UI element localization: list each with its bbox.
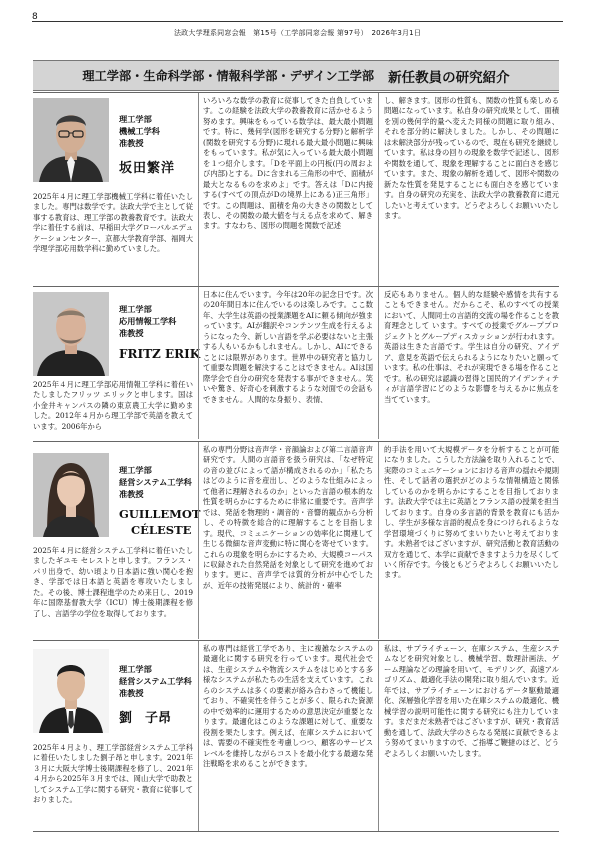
section-title-faculties: 理工学部・生命科学部・情報科学部・デザイン工学部 (82, 69, 375, 83)
intro-text: 2025年４月より、理工学部経営システム工学科に着任いたしました劉子昂と申します。2021年３月に大阪大学博士後期課程を修了し、2021年４月から2025年３月までは、岡山大学で助教としてシステム工学に関する研究・教育に従事しておりました。 (33, 743, 193, 805)
column-rule (378, 641, 379, 831)
running-header: 法政大学理系同窓会報 第15号（工学部同窓会報 第97号） 2026年3月1日 (173, 29, 422, 37)
faculty-label: 理工学部 (119, 304, 152, 314)
column-rule (198, 442, 199, 639)
portrait-photo (33, 98, 109, 182)
intro-text: 2025年４月に理工学部機械工学科に着任いたしました。専門は数学です。法政大学で主として従事する教育は、理工学部の教養教育です。法政大学に着任する前は、早稲田大学グローバルエデュケーションセンター、京都大学教育学部、福岡大学理学部応用数学科に勤めていました。 (33, 192, 193, 254)
faculty-name: 劉 子昂 (119, 711, 172, 726)
department-label: 応用情報工学科 (119, 316, 177, 326)
rank-label: 准教授 (119, 489, 144, 499)
research-text-cont: し、解きます。図形の性質も、関数の性質も楽しめる問題になっています。私自身の研究成果として、面積を別の幾何学的量へ変えた同様の問題に取り組み、それを部分的に解決しました。しかし、その問題には未解決部分が残っているので、現在も研究を継続しています。私は身の回りの現象を数学で記述し、図形や関数を通して、現象を理解することに面白さを感じています。また、現象の解析を通して、図形や関数の新たな性質を発見することにも面白さを感じています。自身の研究の充実を、法政大学の教養教育に還元したいと考えています。どうぞよろしくお願いいたします。 (384, 96, 559, 220)
rank-label: 准教授 (119, 328, 144, 338)
department-label: 経営システム工学科 (119, 676, 192, 686)
faculty-label: 理工学部 (119, 465, 152, 475)
intro-text: 2025年４月に理工学部応用情報工学科に着任いたしましたフリッツ エリックと申します。国は小金井キャンパスの隣の東京農工大学に勤めました。2012年４月から理工学部で英語を教えています。2006年から (33, 380, 193, 431)
rank-label: 准教授 (119, 688, 144, 698)
faculty-id (119, 303, 201, 361)
header-rule (32, 21, 563, 22)
research-text: 私の専門分野は音声学・音韻論および第二言語音声研究です。人間の言語音を扱う研究は、「なぜ特定の音の並びによって語が構成されるのか」「私たちはどのように音を産出し、どのような仕組みによって他者に理解されるのか」といった言語の根本的な性質を明らかにするために非常に重要です。音声学では、発話を物理的・調音的・音響的観点から分析し、その特徴を総合的に理解することを目指します。現代、コミュニケーションの効率化に関連して生じる微細な音声変動に特に関心を寄せています。これらの現象を明らかにするため、大規模コーパスに収録された自然発話を対象として研究を進めております。更に、音声学では質的分析が中心でしたが、近年の技術発展により、統計的・確率 (203, 445, 373, 590)
research-text: 日本に住んでいます。今年は20年の記念日です。次の20年間日本に住んでいるのは楽しみです。ここ数年、大学生は英語の授業課題をAIに頼る傾向が強まっています。AIが翻訳やコンテンツ生成を行えるようになった今、新しい言語を学ぶ必要はないと主張する人もいるかもしれません。しかし、AIにできることには限界があります。世界中の研究者と協力して重要な問題を解決することはできません。AIは国際学会で自分の研究を発表する事ができません。笑いや驚き、好奇心を刺激するような対面での会話もできません。人間的な身振り、表情、 (203, 290, 373, 404)
research-text-cont: 的手法を用いて大規模データを分析することが可能になりました。こうした方法論を取り入れることで、実際のコミュニケーションにおける音声の揺れや規則性、そして話者の選択がどのような情報構造と関係しているのかを明らかにすることを目指しております。法政大学では主に英語とフランス語の授業を担当しております。自身の多言語的背景を教育にも活かし、学生が多様な言語的視点を身につけられるような学習環境づくりに努めてまいりたいと考えております。未熟者ではございますが、研究活動と教育活動の双方を通じて、本学に貢献できますよう力を尽くしていく所存です。今後ともどうぞよろしくお願いいたします。 (384, 445, 559, 580)
column-rule (378, 93, 379, 287)
portrait-photo (33, 649, 109, 733)
profile-sakata (33, 92, 559, 287)
faculty-id (119, 113, 195, 176)
research-text: 私の専門は経営工学であり、主に複雑なシステムの最適化に関する研究を行っています。現代社会では、生産システムや物流システムをはじめとする多様なシステムが私たちの生活を支えています。これらのシステムは多くの要素が絡み合わさって機能しており、不確実性を伴うことが多く、限られた資源の中で効率的に運用するための意思決定が重要となります。最適化はこのような課題に対して、重要な役割を果たします。例えば、在庫システムにおいては、需要の不確実性を考慮しつつ、顧客のサービスレベルを維持しながらコストを最小化する最適な発注戦略を求めることができます。 (203, 644, 373, 768)
faculty-name: FRITZ ERIK (119, 347, 201, 361)
faculty-name-line2: CÉLESTE (131, 523, 192, 537)
page-number: 8 (32, 12, 38, 22)
faculty-label: 理工学部 (119, 114, 152, 124)
faculty-label: 理工学部 (119, 664, 152, 674)
faculty-id (119, 663, 195, 726)
faculty-name: 坂田繁洋 (119, 161, 176, 176)
intro-text: 2025年４月に経営システム工学科に着任いたしましたギユモ セレストと申します。フランス・パリ出身で、幼い頃より日本語に強い関心を抱き、学部では日本語と英語を専攻いたしました。その後、博士課程進学のため来日し、2019年に国際基督教大学（ICU）博士後期課程を修了し、言語学の学位を取得しております。 (33, 546, 193, 618)
portrait-photo (33, 292, 109, 376)
faculty-id (119, 464, 201, 538)
column-rule (198, 93, 199, 287)
rank-label: 准教授 (119, 138, 144, 148)
research-text-cont: 私は、サプライチェーン、在庫システム、生産システムなどを研究対象とし、機械学習、数理計画法、ゲーム理論などの理論を用いて、モデリング、高速アルゴリズム、最適化手法の開発に取り組んでいます。近年では、サプライチェーンにおけるデータ駆動最適化、深層強化学習を用いた在庫システムの最適化、機械学習の説明可能性に関する研究にも注力しています。まだまだ未熟者ではございますが、研究・教育活動を通して、法政大学のさらなる発展に貢献できるよう努めてまいりますので、ご指導ご鞭撻のほど、どうぞよろしくお願いいたします。 (384, 644, 559, 758)
research-text: いろいろな数学の教育に従事してきた自負しています。この経験を法政大学の教養教育に活かせるよう努めます。興味をもっている数学は、最大最小問題です。特に、幾何学(図形を研究する分野)と解析学(関数を研究する分野)に現れる最大最小問題に興味をもっています。私が気に入っている最大最小問題を１つ紹介します。「Dを平面上の円板(円の周および内部)とする。Dに含まれる三角形の中で、面積が最大となるものを求めよ」です。答えは「Dに内接する(すべての頂点がDの境界上にある)正三角形」です。この問題は、面積を角の大きさの関数として表し、その関数の最大値を与える点を求めて、解きます。すなわち、図形の問題を関数で記述 (203, 96, 373, 231)
profile-guillemot (33, 441, 559, 639)
section-title-band (33, 60, 559, 91)
department-label: 経営システム工学科 (119, 477, 192, 487)
column-rule (378, 442, 379, 639)
faculty-name-line1: GUILLEMOT (119, 507, 201, 521)
profile-fritz (33, 286, 559, 439)
profile-liu (33, 640, 559, 832)
column-rule (378, 287, 379, 439)
section-title-main: 新任教員の研究紹介 (388, 69, 510, 86)
column-rule (198, 287, 199, 439)
column-rule (198, 641, 199, 831)
research-text-cont: 反応もありません。個人的な経験や感情を共有することもできません。だからこそ、私のすべての授業において、人間同士の言語的交流の場を作ることを教育理念として います。すべての授業でグループプロジェクトとグループディスカッションが行われます。英語は生きた言語です。学生は自分の研究、アイデア、意見を英語で伝えられるようになりたいと願っています。私の仕事は、それが実現できる場を作ることです。私の研究は認識の習得と国民的アイデンティティが言語学習にどのような影響を与えるかに焦点を当てています。 (384, 290, 559, 404)
portrait-photo (33, 450, 109, 540)
department-label: 機械工学科 (119, 126, 160, 136)
